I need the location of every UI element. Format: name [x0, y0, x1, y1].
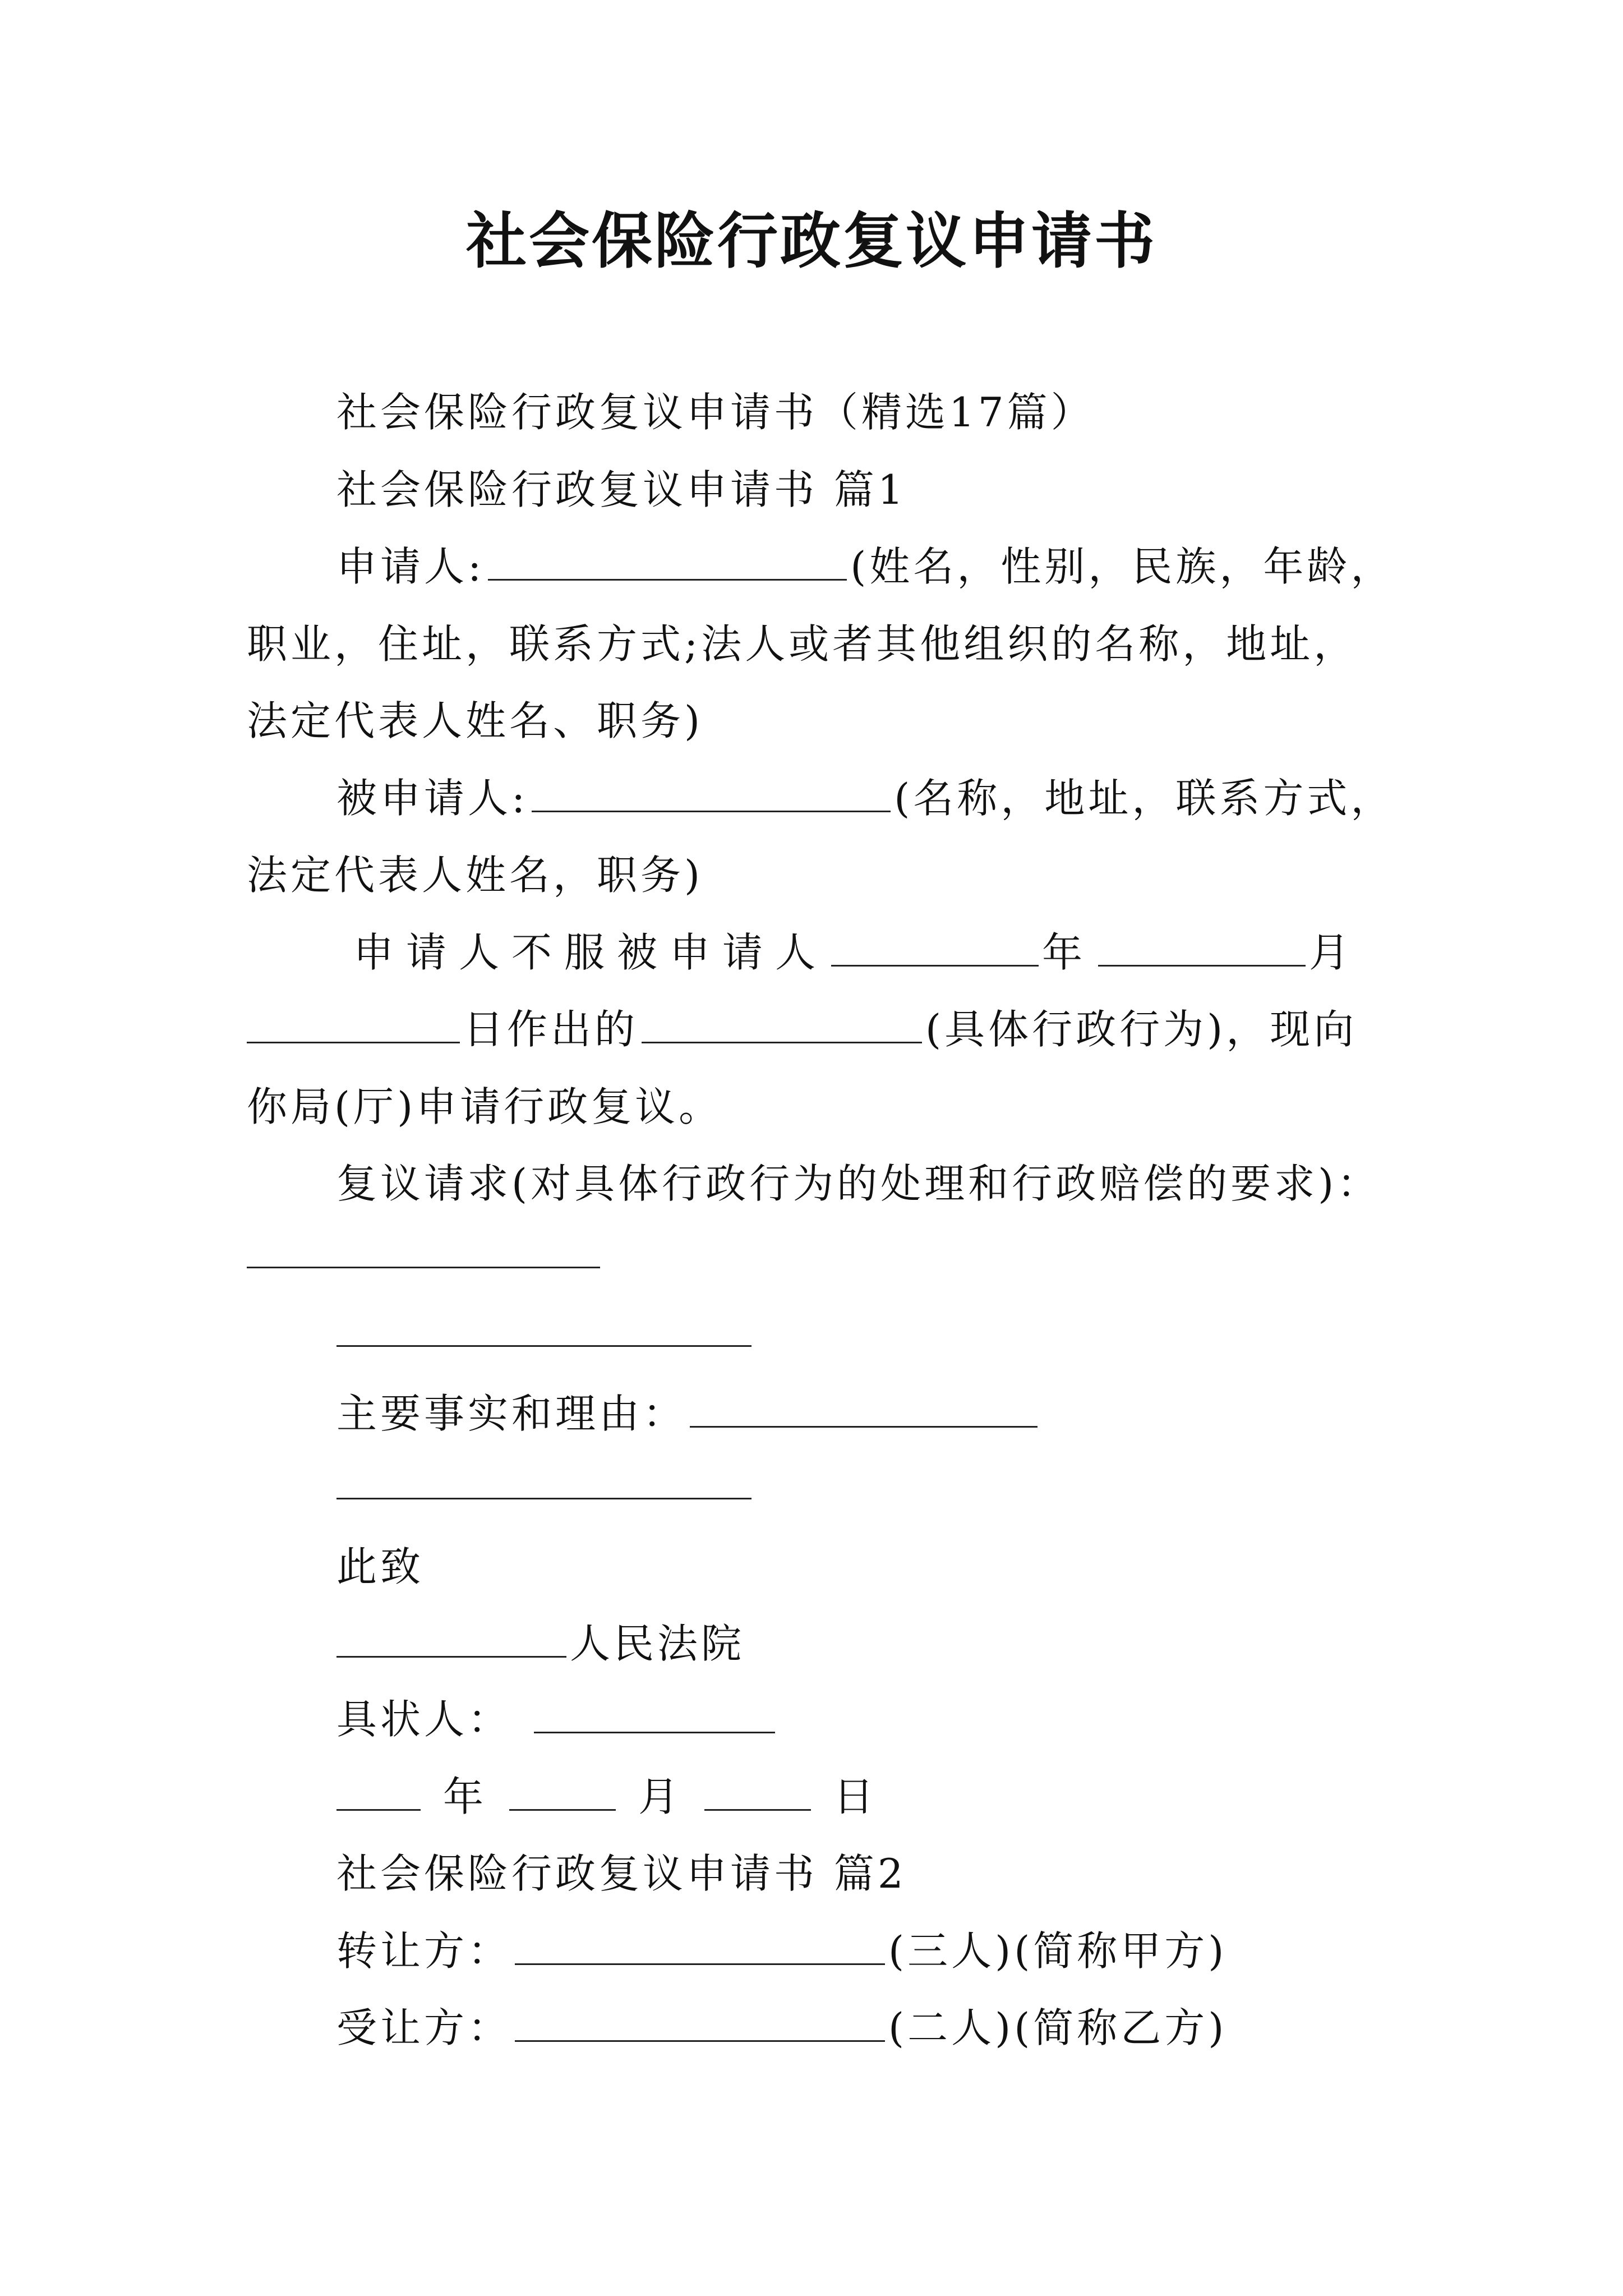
request-blank-1[interactable]: [247, 1267, 600, 1268]
section2-heading: 社会保险行政复议申请书 篇2: [336, 1850, 907, 1897]
transferee-line: [336, 1997, 1481, 2059]
applicant-blank[interactable]: [488, 539, 847, 581]
closing-text: 此致: [336, 1543, 425, 1590]
transferor-blank[interactable]: [515, 1923, 885, 1965]
respondent-label: 被申请人:: [336, 775, 529, 822]
date-line: [336, 1766, 1481, 1828]
applicant-label: 申请人:: [336, 543, 485, 590]
applicant-line: [336, 536, 1481, 597]
date-year-label: 年: [443, 1773, 487, 1820]
transferee-note: (二人)(简称乙方): [888, 2004, 1228, 2051]
transferor-note: (三人)(简称甲方): [888, 1927, 1228, 1975]
facts-label: 主要事实和理由：: [336, 1390, 687, 1437]
request-label: 复议请求(对具体行政行为的处理和行政赔偿的要求)：: [336, 1160, 1381, 1207]
respondent-fields: (名称，地址，联系方式，: [894, 775, 1395, 822]
transferor-label: 转让方：: [336, 1927, 512, 1975]
refusal-act-label: (具体行政行为)，现向: [925, 1006, 1358, 1053]
refusal-text: 申请人不服被申请人: [353, 929, 828, 976]
transferee-label: 受让方：: [336, 2004, 512, 2051]
refusal-line-3: 你局(厅)申请行政复议。: [247, 1083, 723, 1130]
refusal-month-blank[interactable]: [1098, 924, 1306, 967]
refusal-day-blank[interactable]: [247, 1001, 460, 1043]
applicant-line-2: 职业，住址，联系方式;法人或者其他组织的名称，地址，: [247, 620, 1358, 668]
facts-line: [336, 1383, 1481, 1444]
date-month-label: 月: [638, 1773, 683, 1820]
respondent-line: [336, 767, 1481, 829]
transferor-line: [336, 1920, 1481, 1982]
signer-label: 具状人：: [336, 1696, 512, 1743]
date-year-blank[interactable]: [336, 1769, 421, 1811]
court-blank[interactable]: [336, 1616, 566, 1658]
date-month-blank[interactable]: [509, 1769, 616, 1811]
facts-blank-2[interactable]: [336, 1498, 751, 1499]
facts-blank[interactable]: [690, 1386, 1038, 1428]
refusal-line-2: [247, 999, 1391, 1060]
refusal-day-label: 日作出的: [463, 1006, 639, 1053]
document-subtitle: 社会保险行政复议申请书（精选17篇）: [336, 389, 1095, 436]
refusal-year-label: 年: [1042, 929, 1095, 976]
refusal-act-blank[interactable]: [642, 1001, 922, 1043]
document-title: 社会保险行政复议申请书: [465, 206, 1157, 277]
respondent-line-2: 法定代表人姓名，职务): [247, 852, 704, 899]
request-blank-2[interactable]: [336, 1345, 751, 1347]
applicant-fields: (姓名，性别，民族，年龄，: [850, 543, 1395, 590]
section1-heading: 社会保险行政复议申请书 篇1: [336, 466, 907, 513]
court-line: [336, 1613, 1481, 1674]
refusal-year-blank[interactable]: [831, 924, 1039, 967]
signer-line: [336, 1688, 1481, 1750]
respondent-blank[interactable]: [532, 770, 891, 812]
signer-blank[interactable]: [534, 1691, 775, 1733]
date-day-label: 日: [833, 1773, 878, 1820]
refusal-month-label: 月: [1309, 929, 1362, 976]
refusal-line: [353, 922, 1497, 983]
court-label: 人民法院: [570, 1620, 745, 1667]
date-day-blank[interactable]: [704, 1769, 811, 1811]
applicant-line-3: 法定代表人姓名、职务): [247, 697, 704, 744]
transferee-blank[interactable]: [515, 2000, 885, 2042]
